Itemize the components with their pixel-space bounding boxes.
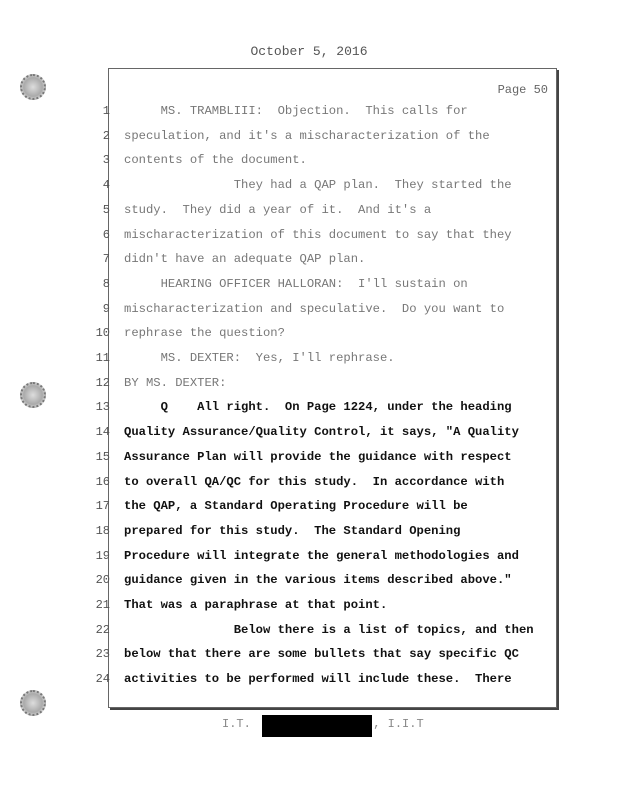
line-number: 13: [95, 400, 110, 415]
line-number: 24: [95, 672, 110, 687]
transcript-line: speculation, and it's a mischaracterization of the: [124, 128, 490, 143]
transcript-line: BY MS. DEXTER:: [124, 375, 227, 390]
line-number: 9: [102, 301, 110, 316]
transcript-line: mischaracterization of this document to say that they: [124, 227, 512, 242]
line-number: 22: [95, 622, 110, 637]
footer-left: I.T.: [222, 717, 251, 731]
transcript-line: below that there are some bullets that say specific QC: [124, 647, 519, 662]
transcript-line: HEARING OFFICER HALLORAN: I'll sustain on: [124, 276, 468, 291]
line-number: 8: [102, 276, 110, 291]
transcript-line: rephrase the question?: [124, 326, 285, 341]
transcript-line: MS. DEXTER: Yes, I'll rephrase.: [124, 351, 395, 365]
transcript-line: prepared for this study. The Standard Opening: [124, 523, 461, 538]
transcript-line: to overall QA/QC for this study. In accordance with: [124, 474, 505, 489]
transcript-line: guidance given in the various items described above.": [124, 573, 512, 588]
line-number: 4: [102, 178, 110, 193]
transcript-line: Assurance Plan will provide the guidance with respect: [124, 449, 512, 464]
line-number: 11: [95, 351, 110, 365]
punch-hole-icon: [20, 382, 46, 408]
line-number: 23: [95, 647, 110, 662]
transcript-line: Q All right. On Page 1224, under the heading: [124, 400, 512, 415]
line-number: 15: [95, 449, 110, 464]
punch-hole-icon: [20, 690, 46, 716]
footer-right: , I.I.T: [373, 717, 424, 731]
line-number: 20: [95, 573, 110, 588]
transcript-line: MS. TRAMBLIII: Objection. This calls for: [124, 104, 468, 118]
line-number: 16: [95, 474, 110, 489]
transcript-line: Below there is a list of topics, and then: [124, 622, 534, 637]
line-number: 12: [95, 375, 110, 390]
transcript-line: didn't have an adequate QAP plan.: [124, 252, 366, 267]
punch-hole-icon: [20, 74, 46, 100]
line-number: 18: [95, 523, 110, 538]
line-number: 7: [102, 252, 110, 267]
transcript-line: the QAP, a Standard Operating Procedure will be: [124, 499, 468, 514]
line-number: 14: [95, 425, 110, 440]
line-number: 2: [102, 128, 110, 143]
transcript-date: October 5, 2016: [250, 44, 368, 59]
line-number: 21: [95, 598, 110, 612]
line-number: 19: [95, 548, 110, 563]
line-number: 17: [95, 499, 110, 514]
redaction-bar: [262, 715, 372, 737]
transcript-line: Procedure will integrate the general methodologies and: [124, 548, 519, 563]
transcript-line: study. They did a year of it. And it's a: [124, 202, 432, 217]
line-number: 10: [95, 326, 110, 341]
page-number: Page 50: [497, 83, 548, 97]
transcript-line: They had a QAP plan. They started the: [124, 178, 512, 193]
transcript-line: activities to be performed will include these. There: [124, 672, 512, 687]
transcript-line: mischaracterization and speculative. Do you want to: [124, 301, 505, 316]
line-number: 1: [102, 104, 110, 118]
transcript-line: Quality Assurance/Quality Control, it says, "A Quality: [124, 425, 519, 440]
line-number: 5: [102, 202, 110, 217]
line-number: 6: [102, 227, 110, 242]
transcript-line: contents of the document.: [124, 153, 307, 168]
transcript-line: That was a paraphrase at that point.: [124, 598, 388, 612]
line-number: 3: [102, 153, 110, 168]
